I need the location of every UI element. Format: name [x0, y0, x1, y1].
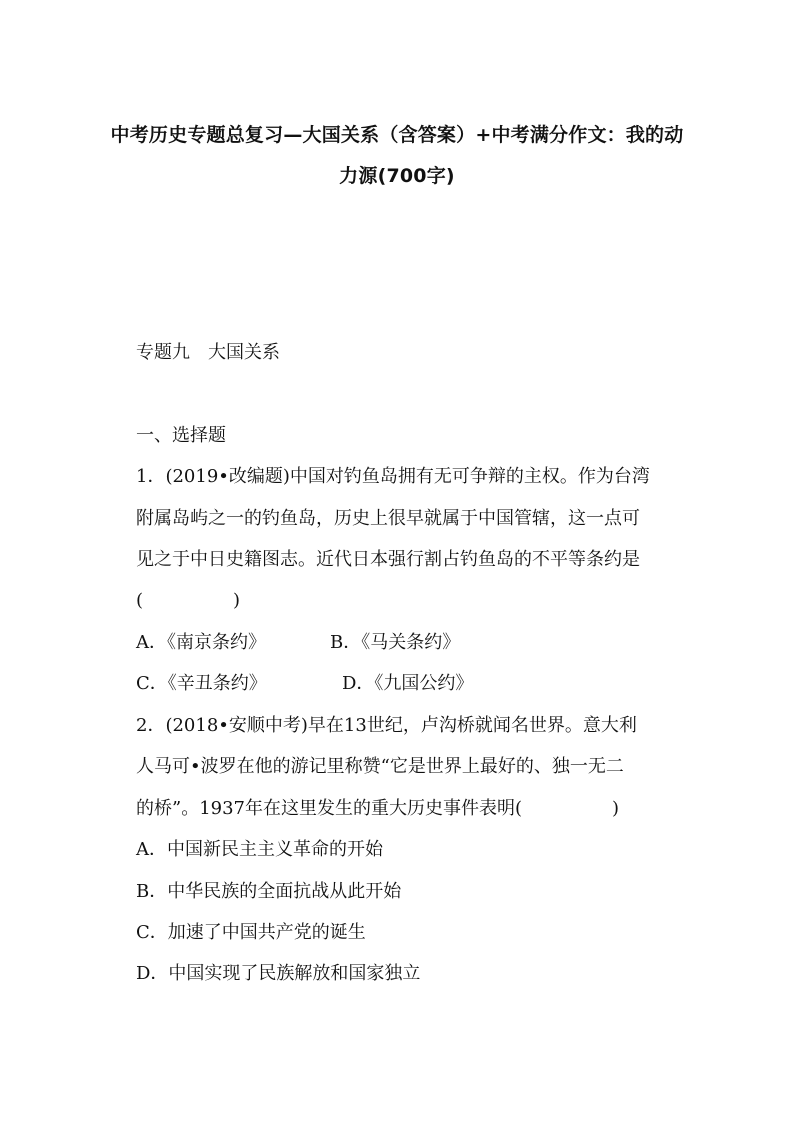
part-heading: 一、选择题 [136, 425, 226, 446]
question-1-option-d: D．《九国公约》 [342, 673, 474, 694]
question-2-line-2: 人马可•波罗在他的游记里称赞“它是世界上最好的、独一无二 [136, 756, 624, 777]
question-1-line-2: 附属岛屿之一的钓鱼岛，历史上很早就属于中国管辖，这一点可 [136, 508, 640, 529]
question-1-line-3: 见之于中日史籍图志。近代日本强行割占钓鱼岛的不平等条约是 [136, 549, 640, 570]
question-1-option-b: B．《马关条约》 [330, 632, 461, 653]
question-2-line-3: 的桥”。1937年在这里发生的重大历史事件表明( ) [136, 798, 620, 819]
question-1-line-1: 1．(2019•改编题)中国对钓鱼岛拥有无可争辩的主权。作为台湾 [136, 466, 650, 487]
question-1-option-c: C．《辛丑条约》 [136, 673, 267, 694]
question-1-answer-blank: ( ) [136, 590, 241, 611]
question-2-line-1: 2．(2018•安顺中考)早在13世纪，卢沟桥就闻名世界。意大利 [136, 715, 637, 736]
question-2-option-d: D．中国实现了民族解放和国家独立 [136, 963, 421, 984]
section-heading: 专题九 大国关系 [136, 342, 280, 363]
question-2-option-c: C．加速了中国共产党的诞生 [136, 922, 366, 943]
question-2-option-a: A．中国新民主主义革命的开始 [136, 839, 383, 860]
document-title-line-1: 中考历史专题总复习—大国关系（含答案）+中考满分作文：我的动 [110, 124, 684, 146]
document-title-line-2: 力源(700字) [339, 165, 455, 187]
question-1-option-a: A．《南京条约》 [136, 632, 266, 653]
question-2-option-b: B．中华民族的全面抗战从此开始 [136, 881, 402, 902]
